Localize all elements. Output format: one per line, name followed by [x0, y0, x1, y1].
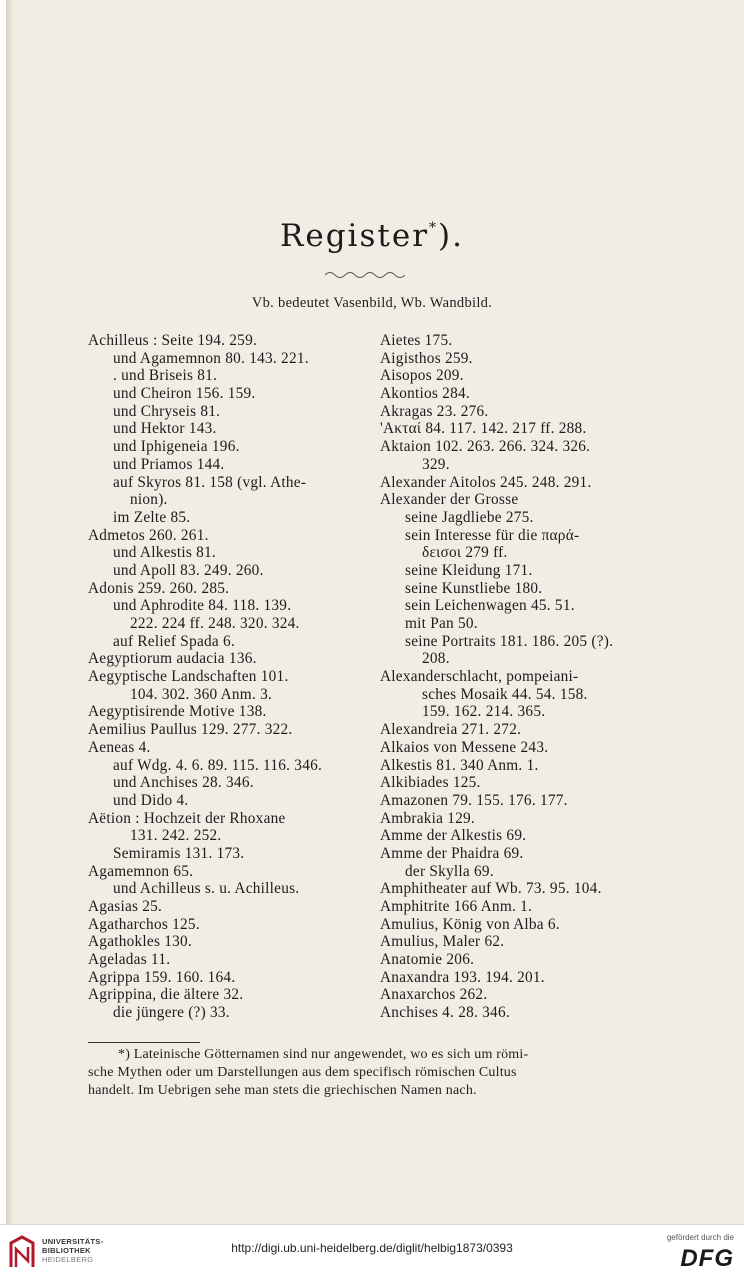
footnote-line: sche Mythen oder um Darstellungen aus dem specifisch römischen Cultus — [88, 1065, 517, 1080]
index-column-left — [88, 332, 358, 1022]
index-entry: Aietes 175. — [380, 332, 453, 349]
sponsor-caption: gefördert durch die — [666, 1233, 734, 1242]
index-entry: seine Jagdliebe 275. — [405, 508, 534, 526]
university-library-name: UNIVERSITÄTS- BIBLIOTHEK HEIDELBERG — [42, 1237, 104, 1264]
index-entry: Alkestis 81. 340 Anm. 1. — [380, 756, 539, 774]
index-entry: Aeneas 4. — [88, 738, 151, 756]
index-entry: und Alkestis 81. — [113, 544, 217, 562]
footnote-marker: * — [429, 220, 439, 236]
index-entry: sein Leichenwagen 45. 51. — [405, 597, 575, 615]
index-entry: seine Portraits 181. 186. 205 (?). — [405, 632, 614, 650]
index-entry: Alexandreia 271. 272. — [380, 721, 522, 739]
index-entry: Anaxandra 193. 194. 201. — [380, 968, 545, 986]
index-entry: sein Interesse für die παρά- — [405, 526, 580, 544]
index-entry: Agrippa 159. 160. 164. — [88, 968, 236, 986]
index-entry: Amulius, König von Alba 6. — [380, 915, 560, 933]
index-entry: und Apoll 83. 249. 260. — [113, 561, 264, 579]
index-entry: Amme der Phaidra 69. — [380, 844, 524, 862]
footnote-rule — [88, 1042, 200, 1043]
index-entry: im Zelte 85. — [113, 508, 191, 526]
index-entry: Aemilius Paullus 129. 277. 322. — [88, 721, 293, 739]
index-entry: Aegyptisirende Motive 138. — [88, 703, 267, 721]
index-entry: Adonis 259. 260. 285. — [88, 579, 230, 597]
index-entry: Semiramis 131. 173. — [113, 844, 245, 862]
index-entry: und Dido 4. — [113, 791, 189, 809]
index-entry: und Aphrodite 84. 118. 139. — [113, 597, 292, 615]
index-entry: 104. 302. 360 Anm. 3. — [130, 685, 273, 703]
index-entry: Alkaios von Messene 243. — [380, 738, 549, 756]
index-entry: Agatharchos 125. — [88, 915, 200, 933]
index-entry: mit Pan 50. — [405, 615, 478, 632]
footnote-line: *) Lateinische Götternamen sind nur angewendet, wo es sich um römi- — [118, 1047, 529, 1062]
index-entry: 'Ακταί 84. 117. 142. 217 ff. 288. — [380, 420, 587, 438]
index-entry: 159. 162. 214. 365. — [422, 703, 546, 721]
index-entry: Agathokles 130. — [88, 933, 193, 951]
index-entry: Alkibiades 125. — [380, 774, 481, 792]
index-entry: Amphitheater auf Wb. 73. 95. 104. — [380, 880, 602, 898]
footnote-line: handelt. Im Uebrigen sehe man stets die griechischen Namen nach. — [88, 1083, 477, 1098]
index-entry: Ageladas 11. — [88, 951, 171, 969]
index-entry: Aegyptische Landschaften 101. — [88, 668, 289, 686]
index-entry: δεισοι 279 ff. — [422, 544, 508, 562]
index-entry: Anchises 4. 28. 346. — [380, 1004, 510, 1022]
index-entry: Alexander der Grosse — [380, 491, 519, 509]
index-entry: und Agamemnon 80. 143. 221. — [113, 349, 309, 367]
index-entry: Aktaion 102. 263. 266. 324. 326. — [380, 438, 591, 456]
index-entry: nion). — [130, 491, 168, 509]
index-entry: Ambrakia 129. — [380, 809, 476, 827]
index-entry: und Cheiron 156. 159. — [113, 385, 256, 403]
index-entry: seine Kunstliebe 180. — [405, 579, 543, 597]
page-edge-shadow — [6, 0, 14, 1224]
index-entry: Agasias 25. — [88, 898, 163, 915]
index-column-right — [380, 332, 650, 1022]
index-entry: auf Skyros 81. 158 (vgl. Athe- — [113, 473, 307, 491]
index-entry: 329. — [422, 455, 450, 473]
viewer-footer-bar — [0, 1224, 744, 1280]
index-entry: und Priamos 144. — [113, 455, 225, 473]
index-entry: . und Briseis 81. — [113, 367, 218, 385]
index-entry: Aisopos 209. — [380, 367, 464, 385]
index-entry: 222. 224 ff. 248. 320. 324. — [130, 615, 300, 632]
index-entry: Aëtion : Hochzeit der Rhoxane — [88, 809, 286, 827]
index-entry: die jüngere (?) 33. — [113, 1004, 230, 1022]
index-entry: sches Mosaik 44. 54. 158. — [422, 685, 588, 703]
index-entry: 208. — [422, 650, 450, 668]
index-entry: Agrippina, die ältere 32. — [88, 986, 244, 1004]
index-entry: seine Kleidung 171. — [405, 561, 533, 579]
index-entry: Agamemnon 65. — [88, 862, 194, 880]
index-entry: Anaxarchos 262. — [380, 986, 488, 1004]
abbreviation-legend: Vb. bedeutet Vasenbild, Wb. Wandbild. — [251, 295, 493, 311]
index-entry: Amulius, Maler 62. — [380, 933, 505, 951]
index-entry: und Hektor 143. — [113, 420, 217, 438]
page-title: Register*). — [280, 218, 464, 254]
index-entry: und Iphigeneia 196. — [113, 438, 240, 456]
index-entry: der Skylla 69. — [405, 862, 494, 880]
index-entry: Aegyptiorum audacia 136. — [88, 650, 257, 668]
index-entry: Achilleus : Seite 194. 259. — [88, 332, 258, 349]
index-entry: Aigisthos 259. — [380, 349, 473, 367]
index-entry: Alexanderschlacht, pompeiani- — [380, 668, 579, 686]
index-entry: 131. 242. 252. — [130, 827, 222, 845]
index-entry: Akontios 284. — [380, 385, 470, 403]
index-entry: Anatomie 206. — [380, 951, 475, 969]
index-entry: Amphitrite 166 Anm. 1. — [380, 898, 533, 915]
index-entry: Admetos 260. 261. — [88, 526, 209, 544]
permalink-url[interactable]: http://digi.ub.uni-heidelberg.de/diglit/helbig1873/0393 — [231, 1241, 513, 1255]
index-entry: auf Wdg. 4. 6. 89. 115. 116. 346. — [113, 756, 323, 774]
title-ornament — [325, 270, 405, 280]
index-entry: Alexander Aitolos 245. 248. 291. — [380, 473, 592, 491]
footnote — [88, 1046, 644, 1100]
index-entry: Amme der Alkestis 69. — [380, 827, 527, 845]
dfg-logo[interactable]: DFG — [680, 1245, 734, 1272]
index-entry: und Achilleus s. u. Achilleus. — [113, 880, 300, 898]
index-entry: und Anchises 28. 346. — [113, 774, 254, 792]
index-entry: Akragas 23. 276. — [380, 402, 489, 420]
index-entry: und Chryseis 81. — [113, 402, 221, 420]
index-entry: auf Relief Spada 6. — [113, 632, 235, 650]
index-entry: Amazonen 79. 155. 176. 177. — [380, 791, 568, 809]
